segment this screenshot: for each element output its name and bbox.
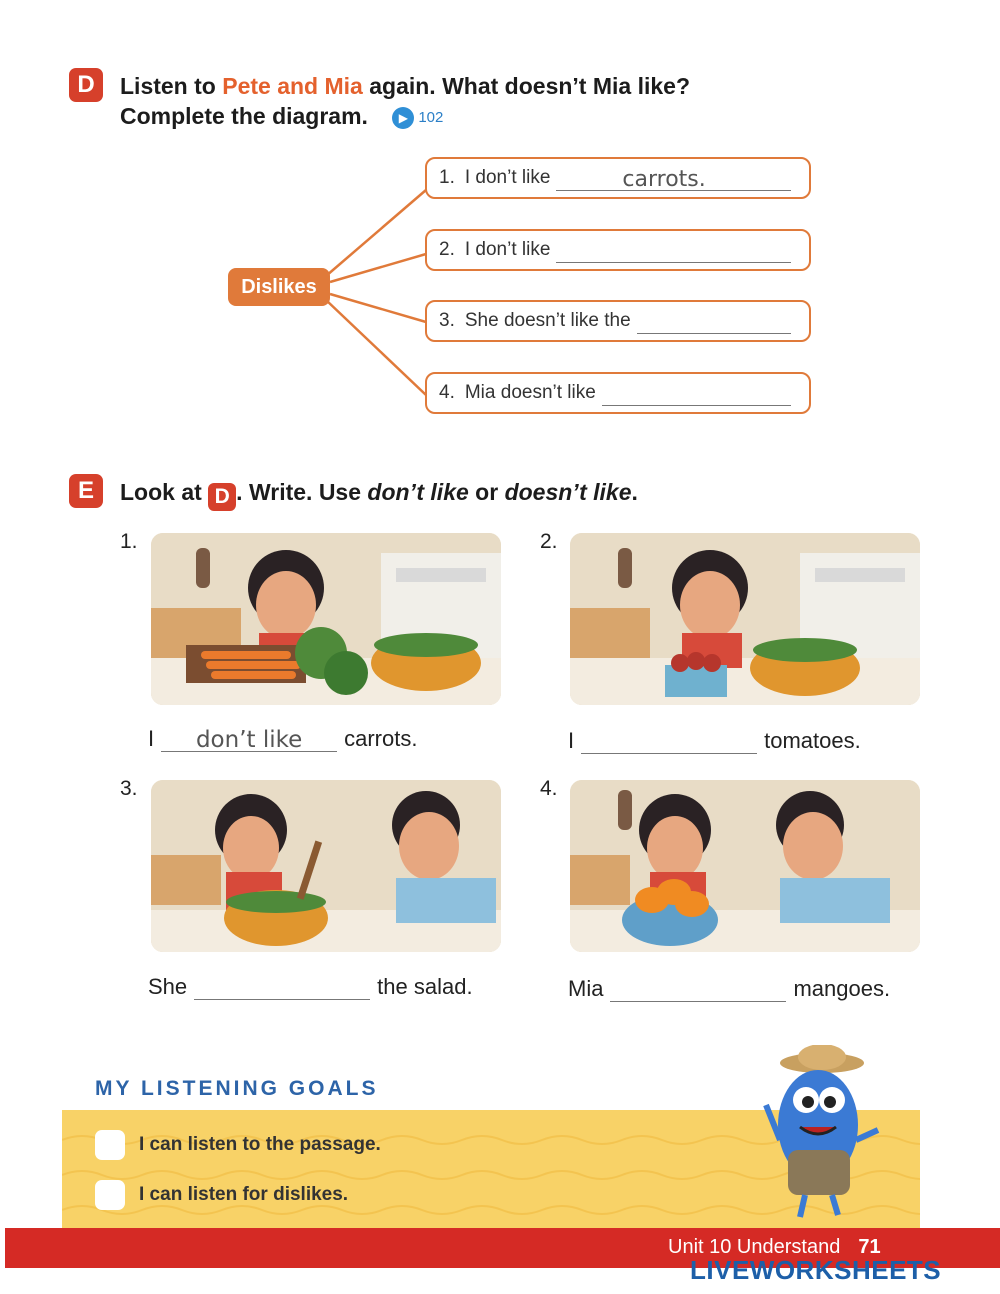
item-text: I don’t like [464,239,551,260]
item-text: She doesn’t like the [464,310,631,331]
goal-checkbox[interactable] [95,1180,125,1210]
sentence-2 [568,727,861,754]
goal-item-1 [95,1130,381,1160]
diagram-item-2 [425,229,811,271]
illustration-girl-mangoes-image [570,780,920,952]
sentence-1 [148,725,417,752]
page-number: 71 [858,1236,881,1258]
answer-blank[interactable] [581,727,757,754]
goal-text: I can listen to the passage. [139,1134,381,1155]
illustration-girl-salad-image [151,780,501,952]
speaker-icon: ▶ [392,107,414,129]
illustration-girl-carrots-image [151,533,501,705]
illustration-girl-tomatoes-image [570,533,920,705]
answer-text: carrots. [622,166,706,192]
sentence-end: tomatoes. [764,728,861,753]
section-e-title [120,477,638,511]
section-e-badge: E [69,474,103,508]
title-text-2: . Write. Use [236,479,368,505]
mascot-illustration [760,1045,890,1220]
sentence-end: carrots. [344,726,418,751]
item-text: I don’t like [464,167,551,188]
sentence-start: She [148,974,188,999]
sentence-3 [148,973,473,1000]
illustration-girl-carrots [151,533,501,705]
item-number: 2. [439,239,455,260]
goal-checkbox[interactable] [95,1130,125,1160]
sentence-start: Mia [568,976,604,1001]
illustration-girl-mangoes [570,780,920,952]
illustration-girl-tomatoes [570,533,920,705]
unit-label: Unit 10 Understand [668,1236,841,1258]
sentence-end: the salad. [377,974,473,999]
goals-title: MY LISTENING GOALS [95,1077,379,1100]
item-text: Mia doesn’t like [464,382,596,403]
sentence-start: I [148,726,155,751]
title-text-2: again. What doesn’t Mia like? [362,73,690,99]
sentence-start: I [568,728,575,753]
picture-number: 2. [540,530,558,553]
sentence-4 [568,975,890,1002]
title-line-2: Complete the diagram. [120,103,368,129]
answer-field[interactable] [637,309,791,334]
title-end: . [631,479,638,505]
section-d-badge: D [69,68,103,102]
answer-field[interactable] [602,381,791,406]
answer-field[interactable] [556,238,791,263]
item-number: 1. [439,167,455,188]
goal-item-2 [95,1180,348,1210]
diagram-item-4 [425,372,811,414]
item-number: 4. [439,382,455,403]
picture-number: 1. [120,530,138,553]
answer-blank[interactable] [194,973,370,1000]
sentence-end: mangoes. [793,976,891,1001]
audio-track-number: 102 [418,108,444,126]
illustration-girl-salad [151,780,501,952]
section-d-reference-badge: D [208,483,236,511]
title-emphasis-1: don’t like [367,479,469,505]
title-text: Listen to [120,73,223,99]
title-highlight: Pete and Mia [222,73,363,99]
answer-field[interactable] [556,166,791,191]
title-text: Look at [120,479,209,505]
answer-blank[interactable] [610,975,786,1002]
title-text-3: or [468,479,505,505]
title-emphasis-2: doesn’t like [504,479,632,505]
diagram-item-1 [425,157,811,199]
picture-number: 4. [540,777,558,800]
goal-text: I can listen for dislikes. [139,1184,349,1205]
picture-number: 3. [120,777,138,800]
dislikes-label: Dislikes [228,268,330,306]
diagram-item-3 [425,300,811,342]
item-number: 3. [439,310,455,331]
liveworksheets-watermark: LIVEWORKSHEETS [690,1255,942,1285]
answer-blank[interactable] [161,725,337,752]
answer-text: don’t like [195,727,303,753]
